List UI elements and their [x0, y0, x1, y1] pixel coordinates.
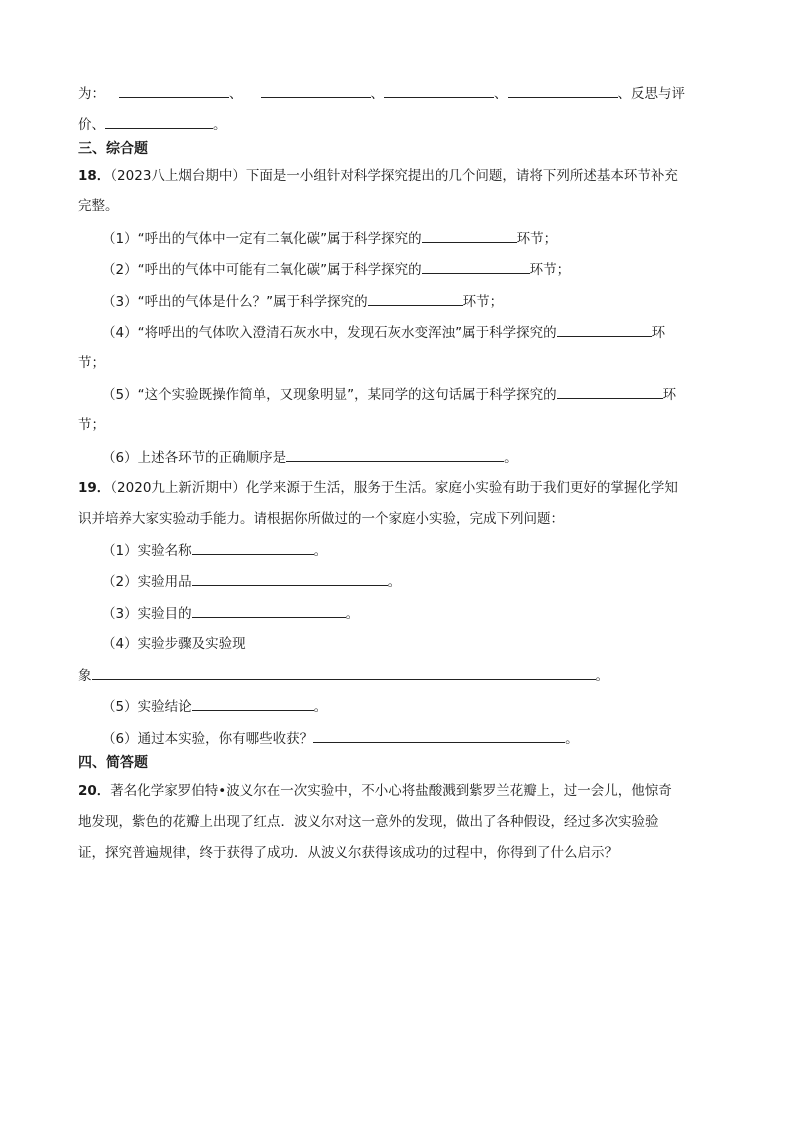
q19-number: 19．	[78, 480, 111, 496]
q18-blank-5[interactable]	[557, 385, 663, 399]
q18-blank-6[interactable]	[286, 448, 504, 462]
separator: 、	[494, 86, 508, 102]
q19-item-4: （4）实验步骤及实验现	[102, 636, 246, 652]
q19-item-2-tail: 。	[387, 574, 402, 590]
q18-item-1-text: （1）“呼出的气体中一定有二氧化碳”属于科学探究的	[102, 231, 422, 247]
period: 。	[213, 117, 227, 133]
q18-item-3-tail: 环节；	[462, 294, 504, 310]
q19-item-2-text: （2）实验用品	[102, 574, 192, 590]
q18-blank-1[interactable]	[422, 229, 517, 243]
q18-item-4	[102, 323, 665, 342]
q18-item-1-tail: 环节；	[516, 231, 558, 247]
q17-tail: 、反思与评	[617, 86, 685, 102]
q19-item-6-tail: 。	[565, 731, 579, 747]
q18-intro-a: （2023八上烟台期中）下面是一小组针对科学探究提出的几个问题，请将下列所述基本环节补充	[110, 168, 678, 184]
q19-item-3-tail: 。	[345, 606, 360, 622]
q18-intro-line2: 完整。	[78, 198, 119, 214]
q18-item-3-text: （3）“呼出的气体是什么？”属于科学探究的	[102, 294, 368, 310]
q19-item-5	[102, 697, 327, 716]
q20-text-1: 著名化学家罗伯特•波义尔在一次实验中，不小心将盐酸溅到紫罗兰花瓣上，过一会儿，他惊奇	[110, 783, 672, 799]
q18-item-4-wrap: 节；	[78, 355, 105, 371]
q18-item-4-tail: 环	[651, 325, 666, 341]
q19-item-4-tail: 。	[595, 668, 609, 684]
q19-blank-3[interactable]	[192, 604, 346, 618]
q18-item-1	[102, 229, 557, 248]
q19-item-3-text: （3）实验目的	[102, 606, 192, 622]
q17-line2	[78, 115, 227, 134]
q19-intro-line1	[78, 479, 678, 497]
q18-item-5-text: （5）“这个实验既操作简单，又现象明显”，某同学的这句话属于科学探究的	[102, 387, 557, 403]
q19-intro-a: （2020九上新沂期中）化学来源于生活，服务于生活。家庭小实验有助于我们更好的掌握化学知	[110, 480, 678, 496]
q17-blank-5[interactable]	[105, 115, 213, 129]
q17-blank-3[interactable]	[384, 84, 494, 98]
q18-item-6-tail: 。	[504, 450, 518, 466]
q18-item-6-text: （6）上述各环节的正确顺序是	[102, 450, 287, 466]
q18-blank-3[interactable]	[368, 292, 463, 306]
q19-item-5-text: （5）实验结论	[102, 699, 192, 715]
q19-item-1-tail: 。	[313, 543, 328, 559]
separator: 、	[229, 86, 243, 102]
q19-item-1	[102, 541, 327, 560]
q17-line2-prefix: 价、	[78, 117, 105, 133]
q19-item-4-wrap-text: 象	[78, 668, 92, 684]
q18-intro-line1	[78, 167, 678, 185]
q17-prefix: 为：	[78, 86, 105, 102]
q18-blank-4[interactable]	[557, 323, 652, 337]
q18-item-5-wrap: 节；	[78, 417, 105, 433]
q20-line1	[78, 782, 672, 800]
q19-intro-line2: 识并培养大家实验动手能力。请根据你所做过的一个家庭小实验，完成下列问题：	[78, 511, 564, 527]
q20-number: 20．	[78, 783, 111, 799]
q19-item-2	[102, 572, 401, 591]
q18-blank-2[interactable]	[422, 260, 530, 274]
q19-item-6-text: （6）通过本实验，你有哪些收获？	[102, 731, 314, 747]
q19-blank-6[interactable]	[313, 729, 565, 743]
q19-blank-5[interactable]	[192, 697, 314, 711]
q19-item-3	[102, 604, 359, 623]
q17-line1	[78, 84, 685, 103]
q20-line3: 证，探究普遍规律，终于获得了成功．从波义尔获得该成功的过程中，你得到了什么启示？	[78, 845, 618, 861]
q20-line2: 地发现，紫色的花瓣上出现了红点．波义尔对这一意外的发现，做出了各种假设，经过多次实验验	[78, 814, 659, 830]
q19-blank-1[interactable]	[192, 541, 314, 555]
q18-item-2-text: （2）“呼出的气体中可能有二氧化碳”属于科学探究的	[102, 262, 422, 278]
q19-blank-2[interactable]	[192, 572, 388, 586]
q18-item-4-text: （4）“将呼出的气体吹入澄清石灰水中，发现石灰水变浑浊”属于科学探究的	[102, 325, 557, 341]
q18-item-2-tail: 环节；	[529, 262, 571, 278]
q19-item-4-wrap	[78, 666, 609, 685]
q19-blank-4[interactable]	[92, 666, 596, 680]
q18-item-2	[102, 260, 570, 279]
q18-number: 18．	[78, 168, 111, 184]
q18-item-5-tail: 环	[662, 387, 677, 403]
q18-item-3	[102, 292, 503, 311]
section-3-heading: 三、综合题	[78, 141, 148, 157]
q18-item-6	[102, 448, 518, 467]
q17-blank-2[interactable]	[261, 84, 371, 98]
q18-item-5	[102, 385, 676, 404]
q19-item-5-tail: 。	[313, 699, 328, 715]
q17-blank-4[interactable]	[508, 84, 618, 98]
separator: 、	[370, 86, 384, 102]
q19-item-6	[102, 729, 579, 748]
q17-blank-1[interactable]	[119, 84, 229, 98]
section-4-heading: 四、简答题	[78, 755, 148, 771]
q19-item-1-text: （1）实验名称	[102, 543, 192, 559]
